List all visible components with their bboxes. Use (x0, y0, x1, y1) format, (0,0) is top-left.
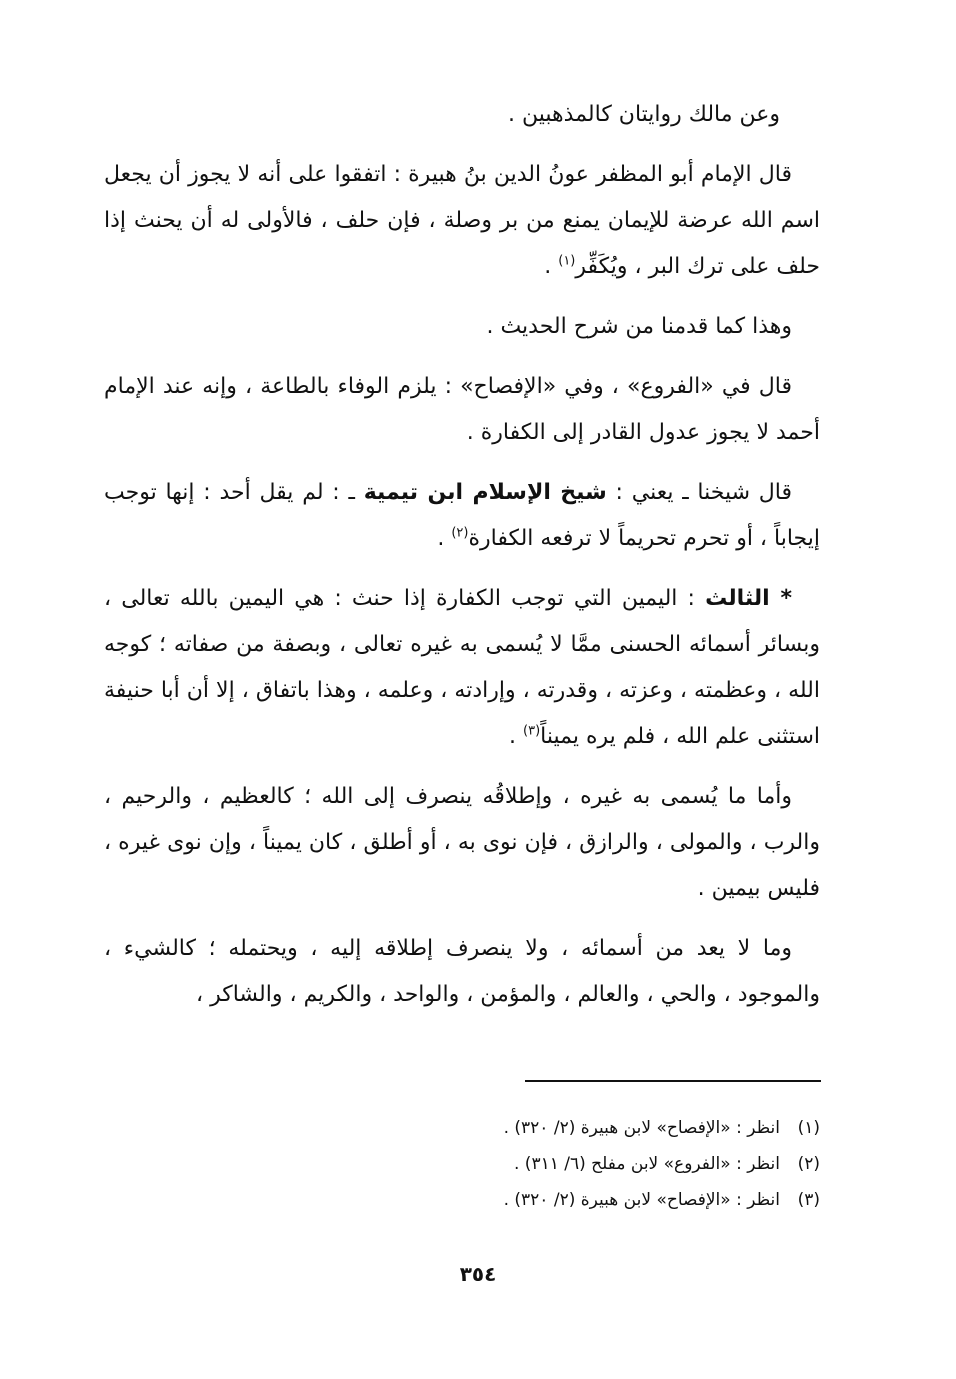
paragraph-8-text: وما لا يعد من أسمائه ، ولا ينصرف إطلاقه إليه ، ويحتمله ؛ كالشيء ، والموجود ، والحي ، والعالم ، والمؤمن ، والواحد ، والكريم ، والشاكر ، (104, 936, 820, 1007)
footnote-1 (104, 1110, 820, 1146)
section-heading-third: * الثالث (705, 586, 792, 611)
footnote-divider (525, 1080, 821, 1082)
paragraph-6-text: : اليمين التي توجب الكفارة إذا حنث : هي اليمين بالله تعالى ، وبسائر أسمائه الحسنى ممَّا لا يُسمى به غيره تعالى ، وبصفة من صفاته ؛ كوجه الله ، وعظمته ، وعزته ، وقدرته ، وإرادته ، وعلمه ، وهذا باتفاق ، إلا أن أبا حنيفة استثنى علم الله ، فلم يره يميناً (104, 586, 820, 749)
footnote-ref-2: (٢) (451, 525, 469, 541)
paragraph-4-text: قال في «الفروع» ، وفي «الإفصاح» : يلزم الوفاء بالطاعة ، وإنه عند الإمام أحمد لا يجوز عدول القادر إلى الكفارة . (104, 374, 820, 445)
paragraph-1 (104, 92, 820, 138)
main-text (104, 92, 820, 1032)
footnote-ref-3: (٣) (523, 723, 541, 739)
footnote-text: انظر : «الفروع» لابن مفلح (٦/ ٣١١) . (513, 1154, 780, 1174)
paragraph-8 (104, 926, 820, 1018)
paragraph-6 (104, 576, 820, 760)
footnote-number: (٢) (797, 1154, 820, 1174)
paragraph-7 (104, 774, 820, 912)
footnote-text: انظر : «الإفصاح» لابن هبيرة (٢/ ٣٢٠) . (503, 1190, 780, 1210)
footnote-3 (104, 1182, 820, 1218)
footnote-number: (٣) (797, 1190, 820, 1210)
paragraph-1-text: وعن مالك روايتان كالمذهبين . (508, 102, 780, 127)
paragraph-3 (104, 304, 820, 350)
footnote-text: انظر : «الإفصاح» لابن هبيرة (٢/ ٣٢٠) . (503, 1118, 780, 1138)
paragraph-2 (104, 152, 820, 290)
paragraph-5 (104, 470, 820, 562)
footnote-ref-1: (١) (558, 253, 576, 269)
page-number: ٣٥٤ (459, 1262, 497, 1286)
paragraph-5-text-a: قال شيخنا ـ يعني : (606, 480, 793, 505)
paragraph-7-text: وأما ما يُسمى به غيره ، وإطلاقُه ينصرف إلى الله ؛ كالعظيم ، والرحيم ، والرب ، والمولى ، والرازق ، فإن نوى به ، أو أطلق ، كان يميناً ، وإن نوى غيره ، فليس بيمين . (104, 784, 820, 901)
footnotes (104, 1110, 820, 1218)
paragraph-6-end: . (509, 724, 523, 749)
paragraph-2-end: . (544, 254, 559, 279)
footnote-number: (١) (797, 1118, 820, 1138)
paragraph-3-text: وهذا كما قدمنا من شرح الحديث . (486, 314, 792, 339)
paragraph-2-text: قال الإمام أبو المظفر عونُ الدين بنُ هبيرة : اتفقوا على أنه لا يجوز أن يجعل اسم الله عرضة للإيمان يمنع من بر وصلة ، فإن حلف ، فالأولى له أن يحنث إذا حلف على ترك البر ، ويُكَفِّر (104, 162, 820, 279)
footnote-2 (104, 1146, 820, 1182)
paragraph-5-bold-name: شيخ الإسلام ابن تيمية (363, 480, 607, 505)
paragraph-4 (104, 364, 820, 456)
paragraph-5-text-b: ـ : لم يقل أحد : إنها توجب إيجاباً ، أو تحرم تحريماً لا ترفعه الكفارة (104, 480, 820, 551)
paragraph-5-end: . (437, 526, 452, 551)
